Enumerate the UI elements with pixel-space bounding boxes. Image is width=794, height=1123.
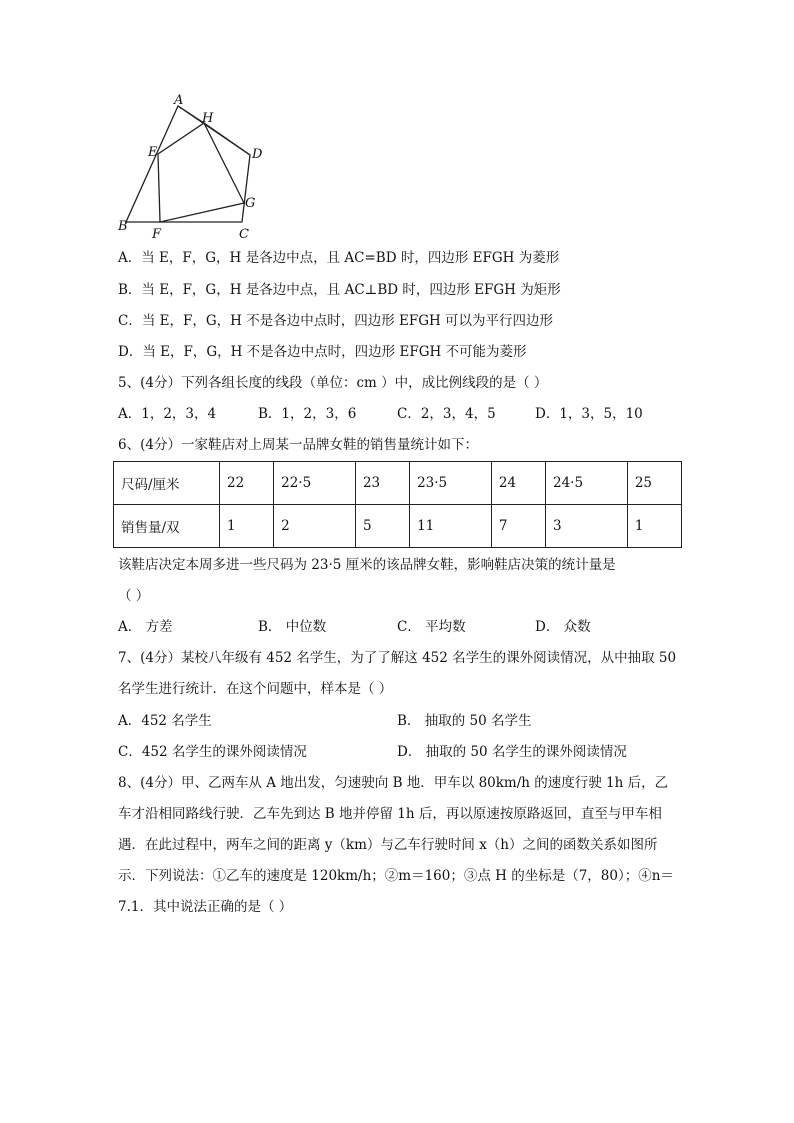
q4-option-d: D．当 E，F，G，H 不是各边中点时，四边形 EFGH 不可能为菱形: [118, 344, 527, 360]
q6-option-a: A． 方差: [118, 619, 173, 635]
table-cell-size: 22: [220, 462, 274, 505]
label-h: H: [202, 111, 214, 126]
segment-hd: [204, 123, 250, 155]
table-cell-size: 23: [355, 462, 409, 505]
q6-option-b: B． 中位数: [258, 619, 327, 635]
table-header-sales: 销售量/双: [114, 505, 220, 548]
q7-stem-line2: 名学生进行统计．在这个问题中，样本是（ ）: [118, 681, 393, 697]
table-cell-sales: 1: [220, 505, 274, 548]
q5-option-c: C．2，3，4，5: [397, 406, 496, 422]
table-header-size: 尺码/厘米: [114, 462, 220, 505]
table-cell-sales: 3: [546, 505, 628, 548]
label-e: E: [148, 145, 158, 160]
q7-option-b: B． 抽取的 50 名学生: [397, 713, 532, 729]
table-row-sizes: [114, 462, 682, 505]
label-d: D: [252, 147, 263, 162]
label-g: G: [245, 196, 256, 211]
table-cell-sales: 2: [274, 505, 356, 548]
quadrilateral-figure: [112, 92, 272, 242]
label-b: B: [118, 219, 128, 234]
table-cell-size: 24: [491, 462, 545, 505]
table-row-sales: [114, 505, 682, 548]
table-cell-sales: 5: [355, 505, 409, 548]
q6-option-c: C． 平均数: [397, 619, 466, 635]
table-cell-size: 24·5: [546, 462, 628, 505]
inner-quadrilateral-efgh: [158, 123, 244, 222]
label-a: A: [174, 93, 184, 108]
q8-line2: 车才沿相同路线行驶．乙车先到达 B 地并停留 1h 后，再以原速按原路返回，直至与甲车相: [118, 806, 662, 822]
q8-line4: 示．下列说法：①乙车的速度是 120km/h；②m＝160；③点 H 的坐标是（7，80）；④n＝: [118, 868, 674, 884]
table-cell-sales: 11: [410, 505, 492, 548]
q7-stem-line1: 7、(4分）某校八年级有 452 名学生，为了了解这 452 名学生的课外阅读情况，从中抽取 50: [118, 650, 677, 666]
q4-option-b: B．当 E，F，G，H 是各边中点，且 AC⊥BD 时，四边形 EFGH 为矩形: [118, 282, 561, 298]
q5-option-d: D．1，3，5，10: [535, 406, 643, 422]
table-cell-sales: 1: [627, 505, 681, 548]
quadrilateral-diagram: [112, 92, 272, 242]
q5-stem: 5、(4分）下列各组长度的线段（单位：cm ）中，成比例线段的是（ ）: [118, 375, 548, 391]
q5-option-b: B．1，2，3，6: [258, 406, 357, 422]
q7-option-a: A．452 名学生: [118, 713, 212, 729]
q6-followup-line2: （ ）: [118, 588, 150, 604]
q8-line5: 7.1．其中说法正确的是（ ）: [118, 899, 293, 915]
table-cell-sales: 7: [491, 505, 545, 548]
q6-stem: 6、(4分）一家鞋店对上周某一品牌女鞋的销售量统计如下：: [118, 437, 478, 453]
q4-option-c: C．当 E，F，G，H 不是各边中点时，四边形 EFGH 可以为平行四边形: [118, 313, 554, 329]
q7-option-c: C．452 名学生的课外阅读情况: [118, 744, 307, 760]
label-c: C: [239, 227, 249, 242]
segment-ah: [178, 106, 204, 123]
shoe-sales-table: [113, 461, 682, 548]
q4-option-a: A．当 E，F，G，H 是各边中点，且 AC=BD 时，四边形 EFGH 为菱形: [118, 250, 560, 266]
q5-option-a: A．1，2，3，4: [118, 406, 217, 422]
q8-line3: 遇．在此过程中，两车之间的距离 y（km）与乙车行驶时间 x（h）之间的函数关系如图所: [118, 837, 658, 853]
q8-line1: 8、(4分）甲、乙两车从 A 地出发，匀速驶向 B 地．甲车以 80km/h 的速度行驶 1h 后，乙: [118, 775, 669, 791]
table-cell-size: 25: [627, 462, 681, 505]
q7-option-d: D． 抽取的 50 名学生的课外阅读情况: [397, 744, 627, 760]
q6-followup-line1: 该鞋店决定本周多进一些尺码为 23·5 厘米的该品牌女鞋，影响鞋店决策的统计量是: [118, 557, 616, 573]
label-f: F: [152, 227, 162, 242]
outer-quadrilateral-abcd: [126, 106, 250, 222]
table-cell-size: 22·5: [274, 462, 356, 505]
table-cell-size: 23·5: [410, 462, 492, 505]
q6-option-d: D． 众数: [535, 619, 591, 635]
